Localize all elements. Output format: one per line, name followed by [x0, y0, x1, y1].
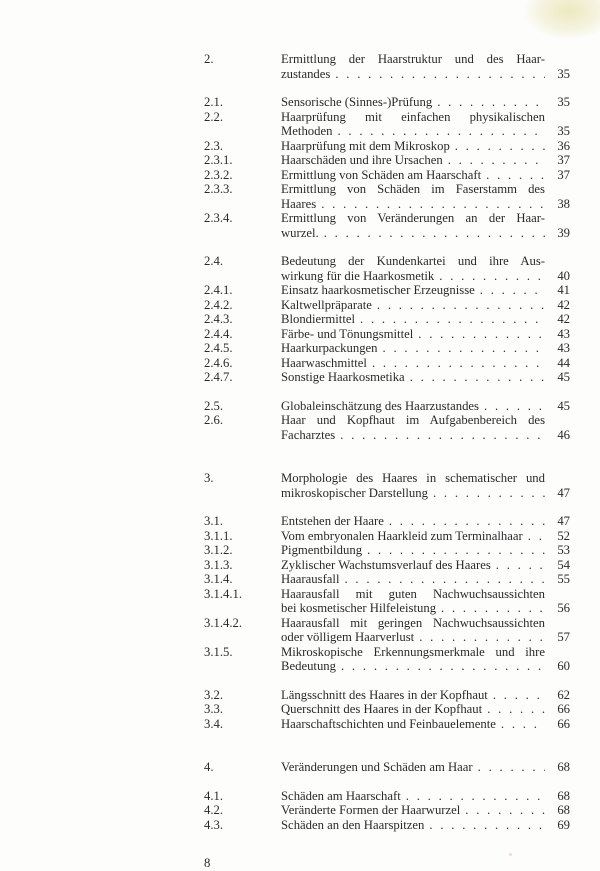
dot-leader: [337, 124, 545, 139]
dot-leader: [487, 702, 545, 717]
toc-entry-number: 2.1.: [204, 95, 224, 109]
toc-entry: [204, 688, 570, 703]
toc-entry-last-line: [281, 341, 545, 356]
toc-entry-last-line: [281, 356, 545, 371]
toc-entry-page: 43: [557, 341, 570, 355]
dot-leader: [439, 269, 545, 284]
toc-entry-title-block: [281, 760, 545, 775]
dot-leader: [484, 399, 545, 414]
toc-entry-title: Bedeutung: [281, 659, 336, 673]
toc-entry-page: 66: [557, 702, 570, 716]
toc-entry: [204, 645, 570, 674]
toc-entry-title: Haarkurpackungen: [281, 341, 378, 355]
toc-entry: [204, 399, 570, 414]
toc-entry: [204, 370, 570, 385]
toc-entry-page: 43: [557, 326, 570, 341]
toc-entry: [204, 341, 570, 356]
toc-entry-title: Färbe- und Tönungsmittel: [281, 326, 414, 341]
toc-entry-title: Sensorische (Sinnes-)Prüfung: [281, 95, 433, 109]
toc-entry-number: 2.3.: [204, 138, 224, 153]
toc-entry-title-block: [281, 543, 545, 558]
toc-entry-last-line: [281, 543, 545, 558]
toc-entry-title: Haarschaftschichten und Feinbauelemente: [281, 716, 496, 731]
toc-entry: [204, 52, 570, 81]
toc-entry-title-block: [281, 341, 545, 356]
toc-entry-number: 3.1.3.: [204, 557, 233, 572]
toc-entry-number: 3.1.2.: [204, 543, 233, 557]
toc-entry-title: Globaleinschätzung des Haarzustandes: [281, 398, 479, 413]
toc-entry-number: 3.1.4.2.: [204, 615, 243, 630]
toc-entry-last-line: [281, 818, 545, 833]
dot-leader: [360, 312, 545, 327]
toc-entry-number: 4.2.: [204, 803, 224, 817]
dot-leader: [441, 601, 545, 616]
toc-entry-page: 36: [557, 138, 570, 153]
dot-leader: [455, 139, 545, 154]
dot-leader: [406, 789, 545, 804]
toc-entry-number: 3.4.: [204, 716, 224, 731]
toc-entry-page: 38: [557, 196, 570, 211]
toc-entry: [204, 153, 570, 168]
toc-entry-last-line: [281, 659, 545, 674]
dot-leader: [478, 760, 545, 775]
page-number-footer: 8: [204, 856, 211, 870]
toc-entry-number: 3.1.1.: [204, 528, 233, 543]
toc-entry: [204, 139, 570, 154]
toc-entry-title: wurzel.: [281, 225, 319, 240]
toc-entry: [204, 95, 570, 110]
toc-entry-last-line: [281, 572, 545, 587]
toc-entry-title-block: [281, 413, 545, 442]
toc-entry-title: Längsschnitt des Haares in der Kopfhaut: [281, 687, 488, 702]
toc-entry-title: Veränderungen und Schäden am Haar: [281, 760, 473, 774]
toc-entry-title-line: Ermittlung von Veränderungen an der Haar-: [281, 211, 545, 225]
toc-entry-title-block: [281, 370, 545, 385]
toc-entry-title-block: [281, 471, 545, 500]
dot-leader: [437, 95, 545, 110]
toc-entry-last-line: [281, 760, 545, 775]
toc-entry-title: Haares: [281, 196, 317, 211]
toc-entry-number: 2.: [204, 52, 214, 66]
toc-entry-last-line: [281, 197, 545, 212]
dot-leader: [486, 168, 545, 183]
toc-entry: [204, 211, 570, 240]
scan-speck: [509, 853, 512, 856]
toc-entry-number: 3.: [204, 471, 214, 485]
toc-entry-page: 47: [557, 514, 570, 528]
toc-entry-title-block: [281, 312, 545, 327]
toc-entry-number: 3.1.4.: [204, 572, 233, 586]
toc-entry: [204, 168, 570, 183]
toc-entry-last-line: [281, 399, 545, 414]
toc-entry-last-line: [281, 124, 545, 139]
toc-entry-number: 3.1.4.1.: [204, 586, 243, 601]
toc-entry-title: Haarausfall: [281, 572, 340, 586]
dot-leader: [433, 486, 545, 501]
toc-entry-page: 45: [557, 370, 570, 384]
toc-entry-title: Haarschäden und ihre Ursachen: [281, 153, 443, 167]
toc-entry-title: Schäden am Haarschaft: [281, 788, 401, 803]
toc-entry-title-block: [281, 789, 545, 804]
toc-entry-last-line: [281, 139, 545, 154]
toc-entry-page: 37: [557, 167, 570, 182]
toc-entry-title: Ermittlung von Schäden am Haarschaft: [281, 167, 482, 182]
toc-entry-last-line: [281, 529, 545, 544]
dot-leader: [528, 529, 545, 544]
toc-entry-page: 40: [557, 268, 570, 283]
toc-entry-number: 2.4.6.: [204, 355, 233, 370]
toc-entry: [204, 616, 570, 645]
dot-leader: [418, 327, 545, 342]
toc-entry-last-line: [281, 269, 545, 284]
toc-entry-title-block: [281, 529, 545, 544]
toc-entry-last-line: [281, 486, 545, 501]
dot-leader: [480, 283, 545, 298]
toc-entry-page: 46: [557, 427, 570, 442]
toc-entry: [204, 471, 570, 500]
toc-entry-number: 4.3.: [204, 817, 224, 832]
toc-entry-page: 55: [557, 572, 570, 586]
dot-leader: [341, 659, 545, 674]
toc-entry-title-block: [281, 95, 545, 110]
toc-entry: [204, 702, 570, 717]
toc-entry-last-line: [281, 327, 545, 342]
toc-entry-page: 41: [557, 283, 570, 297]
toc-entry-page: 56: [557, 601, 570, 615]
toc-entry: [204, 514, 570, 529]
toc-entry-title: Einsatz haarkosmetischer Erzeugnisse: [281, 283, 475, 297]
toc-entry-number: 2.4.2.: [204, 297, 233, 312]
toc-entry-title-block: [281, 572, 545, 587]
dot-leader: [324, 226, 545, 241]
toc-entry-number: 2.4.5.: [204, 341, 233, 355]
toc-entry-title-block: [281, 558, 545, 573]
toc-entry-title-block: [281, 702, 545, 717]
toc-entry-last-line: [281, 312, 545, 327]
toc-entry-title-line: Ermittlung der Haarstruktur und des Haar-: [281, 52, 545, 66]
toc-entry-number: 2.3.1.: [204, 153, 233, 167]
dot-leader: [321, 197, 545, 212]
dot-leader: [465, 803, 545, 818]
toc-entry-page: 42: [557, 312, 570, 326]
toc-entry-number: 2.2.: [204, 109, 224, 124]
dot-leader: [367, 543, 545, 558]
toc-entry-page: 66: [557, 716, 570, 731]
toc-entry-number: 2.5.: [204, 398, 224, 413]
scan-corner-stain: [524, 0, 600, 40]
toc-entry-title-block: [281, 110, 545, 139]
toc-entry-title-line: Ermittlung von Schäden im Faserstamm des: [281, 182, 545, 196]
toc-entry-title: Haarprüfung mit dem Mikroskop: [281, 138, 450, 153]
toc-entry-number: 2.3.3.: [204, 182, 233, 196]
toc-entry-title-line: Haarausfall mit geringen Nachwuchsaussichten: [281, 615, 545, 630]
toc-entry-title-block: [281, 818, 545, 833]
toc-entry-page: 54: [557, 557, 570, 572]
toc-entry-last-line: [281, 688, 545, 703]
toc-entry-page: 69: [557, 817, 570, 832]
toc-entry-title-block: [281, 327, 545, 342]
toc-entry-title: Vom embryonalen Haarkleid zum Terminalhaar: [281, 528, 523, 543]
toc-entry: [204, 298, 570, 313]
toc-entry: [204, 760, 570, 775]
toc-entry: [204, 803, 570, 818]
toc-entry-number: 2.3.2.: [204, 167, 233, 182]
toc-entry-title: Entstehen der Haare: [281, 514, 384, 528]
toc-entry-title-block: [281, 168, 545, 183]
toc-entry-last-line: [281, 702, 545, 717]
toc-entry-title: Zyklischer Wachstumsverlauf des Haares: [281, 557, 491, 572]
dot-leader: [383, 341, 545, 356]
toc-entry-title: bei kosmetischer Hilfeleistung: [281, 601, 437, 615]
toc-entry: [204, 182, 570, 211]
dot-leader: [389, 514, 545, 529]
toc-entry-title-block: [281, 254, 545, 283]
toc-entry-title-block: [281, 514, 545, 529]
toc-entry: [204, 110, 570, 139]
toc-entry: [204, 312, 570, 327]
toc-entry-last-line: [281, 67, 545, 82]
dot-leader: [501, 717, 545, 732]
toc-entry: [204, 818, 570, 833]
toc-entry-title-block: [281, 283, 545, 298]
toc-entry-title: Sonstige Haarkosmetika: [281, 370, 405, 384]
toc-entry: [204, 529, 570, 544]
toc-entry-title-block: [281, 645, 545, 674]
toc-entry-last-line: [281, 168, 545, 183]
toc-entry: [204, 413, 570, 442]
toc-entry-title-block: [281, 182, 545, 211]
toc-entry-number: 3.1.5.: [204, 644, 233, 659]
dot-leader: [344, 572, 545, 587]
toc-entry-number: 2.4.4.: [204, 326, 233, 341]
toc-entry-last-line: [281, 514, 545, 529]
toc-entry-title-block: [281, 803, 545, 818]
toc-entry-title-line: Morphologie des Haares in schematischer und: [281, 471, 545, 485]
toc-entry: [204, 327, 570, 342]
toc-entry: [204, 254, 570, 283]
toc-entry-page: 52: [557, 528, 570, 543]
dot-leader: [429, 818, 545, 833]
toc-entry-title: Veränderte Formen der Haarwurzel: [281, 803, 461, 817]
toc-entry-page: 53: [557, 543, 570, 557]
dot-leader: [340, 428, 545, 443]
toc-entry-page: 35: [557, 95, 570, 109]
toc-entry-last-line: [281, 298, 545, 313]
toc-entry-page: 62: [557, 687, 570, 702]
toc-entry-page: 60: [557, 659, 570, 673]
toc-entry-title: Facharztes: [281, 427, 336, 442]
toc-entry-number: 2.3.4.: [204, 211, 233, 225]
toc-entry-title: Methoden: [281, 124, 333, 138]
toc-entry-title-line: Haar und Kopfhaut im Aufgabenbereich des: [281, 413, 545, 427]
toc-entry-number: 4.1.: [204, 788, 224, 803]
toc-entry-page: 39: [557, 225, 570, 240]
toc-entry-title-block: [281, 616, 545, 645]
toc-entry-number: 4.: [204, 760, 214, 774]
toc-entry-number: 2.4.3.: [204, 312, 233, 326]
toc-entry-title-block: [281, 139, 545, 154]
toc-entry-number: 3.3.: [204, 702, 224, 716]
dot-leader: [493, 688, 545, 703]
toc-entry-page: 57: [557, 630, 570, 644]
toc-entry-number: 2.4.: [204, 254, 224, 268]
toc-entry: [204, 789, 570, 804]
dot-leader: [372, 356, 545, 371]
toc-entry-title-block: [281, 153, 545, 168]
toc-entry: [204, 543, 570, 558]
toc-entry-page: 35: [557, 124, 570, 138]
toc-entry-title-block: [281, 52, 545, 81]
toc-entry-page: 45: [557, 398, 570, 413]
toc-entry-page: 68: [557, 760, 570, 774]
toc-entry-last-line: [281, 95, 545, 110]
toc-entry-number: 2.4.1.: [204, 283, 233, 297]
dot-leader: [496, 558, 545, 573]
toc-entry-title-block: [281, 688, 545, 703]
toc-entry-title: Kaltwellpräparate: [281, 297, 372, 312]
toc-entry-title-block: [281, 298, 545, 313]
toc-entry-title-line: Haarausfall mit guten Nachwuchsaussichten: [281, 586, 545, 601]
toc-entry-last-line: [281, 789, 545, 804]
toc-entry-title: Schäden an den Haarspitzen: [281, 817, 425, 832]
toc-entry-title-block: [281, 587, 545, 616]
toc-entry-title-line: Mikroskopische Erkennungsmerkmale und ihre: [281, 644, 545, 659]
toc-entry-page: 47: [557, 485, 570, 500]
toc-entry-last-line: [281, 428, 545, 443]
toc-entry-page: 35: [557, 66, 570, 81]
toc-entry-title: zustandes: [281, 66, 331, 81]
dot-leader: [377, 298, 545, 313]
table-of-contents: [204, 52, 570, 832]
toc-entry: [204, 558, 570, 573]
toc-entry: [204, 356, 570, 371]
toc-entry-last-line: [281, 558, 545, 573]
toc-entry-title-line: Bedeutung der Kundenkartei und ihre Aus-: [281, 254, 545, 268]
toc-entry-last-line: [281, 803, 545, 818]
toc-entry-last-line: [281, 153, 545, 168]
toc-entry: [204, 283, 570, 298]
toc-entry-number: 2.6.: [204, 413, 224, 427]
toc-entry-title: Haarwaschmittel: [281, 355, 367, 370]
dot-leader: [419, 630, 545, 645]
toc-entry-title: wirkung für die Haarkosmetik: [281, 268, 435, 283]
toc-entry-title-block: [281, 717, 545, 732]
toc-entry-number: 3.1.: [204, 514, 224, 528]
toc-entry-number: 2.4.7.: [204, 370, 233, 384]
toc-entry-last-line: [281, 630, 545, 645]
toc-entry-title: Querschnitt des Haares in der Kopfhaut: [281, 702, 483, 716]
toc-entry-page: 68: [557, 788, 570, 803]
dot-leader: [448, 153, 545, 168]
toc-entry-number: 3.2.: [204, 687, 224, 702]
toc-entry-last-line: [281, 283, 545, 298]
toc-entry-title-block: [281, 399, 545, 414]
toc-entry-last-line: [281, 370, 545, 385]
toc-entry-title: Blondiermittel: [281, 312, 356, 326]
toc-entry-page: 68: [557, 803, 570, 817]
toc-entry-title-block: [281, 211, 545, 240]
toc-entry: [204, 717, 570, 732]
toc-entry-last-line: [281, 601, 545, 616]
toc-entry-page: 37: [557, 153, 570, 167]
toc-entry-page: 42: [557, 297, 570, 312]
toc-entry-title-block: [281, 356, 545, 371]
toc-entry-title-line: Haarprüfung mit einfachen physikalischen: [281, 109, 545, 124]
dot-leader: [335, 67, 545, 82]
toc-entry-title: mikroskopischer Darstellung: [281, 485, 428, 500]
toc-entry-title: oder völligem Haarverlust: [281, 630, 415, 644]
dot-leader: [410, 370, 545, 385]
toc-entry: [204, 572, 570, 587]
toc-entry: [204, 587, 570, 616]
toc-entry-page: 44: [557, 355, 570, 370]
toc-entry-title: Pigmentbildung: [281, 543, 363, 557]
toc-entry-last-line: [281, 717, 545, 732]
toc-entry-last-line: [281, 226, 545, 241]
